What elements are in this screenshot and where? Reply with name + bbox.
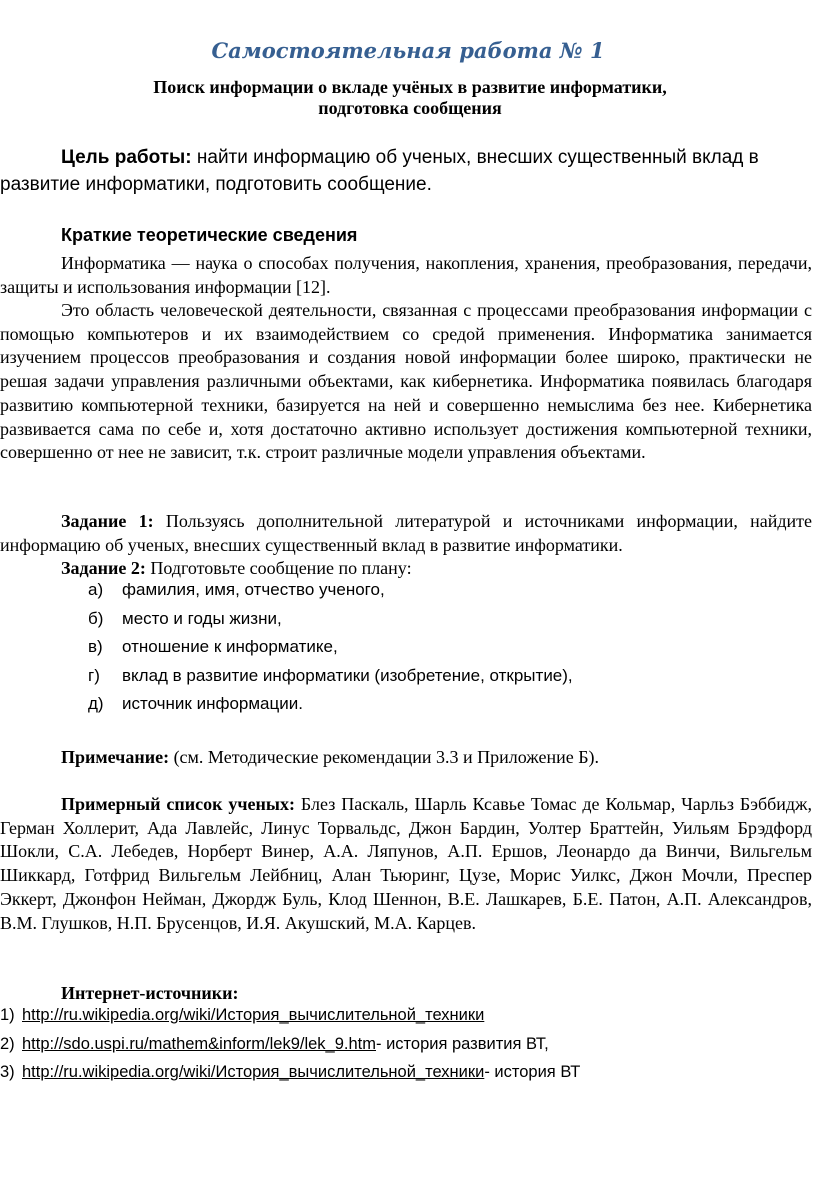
list-item <box>88 666 573 695</box>
page-title: Самостоятельная работа № 1 <box>211 38 605 63</box>
note-text: (см. Методические рекомендации 3.3 и Приложение Б). <box>169 747 600 767</box>
subtitle-line-1: Поиск информации о вкладе учёных в развитие информатики, <box>153 77 667 97</box>
source-number: 3) <box>0 1063 15 1081</box>
source-link[interactable]: http://ru.wikipedia.org/wiki/История_вычислительной_техники <box>22 1063 485 1081</box>
source-link[interactable]: http://sdo.uspi.ru/mathem&inform/lek9/lek_9.htm <box>22 1034 376 1053</box>
source-number: 1) <box>0 1006 15 1024</box>
list-text: место и годы жизни, <box>122 608 282 628</box>
theory-paragraph-2: Это область человеческой деятельности, связанная с процессами преобразования информации с помощью компьютеров и их взаимодействием со средой применения. Информатика занимается изучением процессов преобразования и создания новой информации более широко, практически не решая задачи управления различными объектами, как кибернетика. Информатика появилась благодаря развитию компьютерной техники, базируется на ней и совершенно немыслима без нее. Кибернетика развивается сама по себе и, хотя достаточно активно использует достижения компьютерной техники, совершенно от нее не зависит, т.к. строит различные модели управления объектами. <box>0 300 812 463</box>
sources-list <box>0 1006 580 1092</box>
source-item <box>0 1063 580 1092</box>
list-text: отношение к информатике, <box>122 637 338 656</box>
source-suffix: - история развития ВТ, <box>376 1034 549 1053</box>
list-text: фамилия, имя, отчество ученого, <box>122 580 385 599</box>
task-2-text: Подготовьте сообщение по плану: <box>145 558 412 578</box>
list-marker: б) <box>88 608 104 628</box>
source-item <box>0 1035 580 1064</box>
list-marker: а) <box>88 580 104 599</box>
list-marker: г) <box>88 665 100 685</box>
list-marker: в) <box>88 637 103 656</box>
goal-section <box>0 144 812 198</box>
task-2-label: Задание 2: <box>61 558 146 578</box>
source-suffix: - история ВТ <box>484 1063 581 1081</box>
list-text: источник информации. <box>122 694 303 713</box>
goal-line-1 <box>0 144 812 171</box>
goal-text-2: развитие информатики, подготовить сообщение. <box>0 174 432 195</box>
scientists-text: Блез Паскаль, Шарль Ксавье Томас де Кольмар, Чарльз Бэббидж, Герман Холлерит, Ада Лавлейс, Линус Торвальдс, Джон Бардин, Уолтер Браттейн, Уильям Брэдфорд Шокли, С.А. Лебедев, Норберт Винер, А.А. Ляпунов, А.П. Ершов, Леонардо да Винчи, Вильгельм Шиккард, Готфрид Вильгельм Лейбниц, Алан Тьюринг, Цузе, Морис Уилкс, Джон Мочли, Преспер Эккерт, Джонфон Нейман, Джордж Буль, Клод Шеннон, В.Е. Лашкарев, Б.Е. Патон, А.П. Александров, В.М. Глушков, Н.П. Брусенцов, И.Я. Акушский, М.А. Карцев. <box>0 794 812 933</box>
theory-heading: Краткие теоретические сведения <box>61 225 358 245</box>
list-item <box>88 694 573 723</box>
list-text: вклад в развитие информатики (изобретение, открытие), <box>122 665 573 685</box>
goal-text-1: найти информацию об ученых, внесших существенный вклад в <box>191 147 759 168</box>
source-item <box>0 1006 580 1035</box>
scientists-label: Примерный список ученых: <box>61 794 295 814</box>
list-item <box>88 580 573 609</box>
sources-heading: Интернет-источники: <box>61 983 239 1003</box>
task-1 <box>0 510 812 557</box>
source-link[interactable]: http://ru.wikipedia.org/wiki/История_вычислительной_техники <box>22 1006 485 1024</box>
plan-list <box>88 580 573 723</box>
goal-label: Цель работы: <box>61 147 192 168</box>
list-marker: д) <box>88 694 104 713</box>
list-item <box>88 609 573 638</box>
subtitle <box>60 77 760 119</box>
subtitle-line-2: подготовка сообщения <box>318 98 502 118</box>
note <box>0 746 812 770</box>
theory-paragraph-1: Информатика — наука о способах получения, накопления, хранения, преобразования, передачи, защиты и использования информации [12]. <box>0 253 812 297</box>
list-item <box>88 637 573 666</box>
task-2 <box>0 557 812 581</box>
source-number: 2) <box>0 1034 15 1053</box>
scientists-list <box>0 793 812 935</box>
note-label: Примечание: <box>61 747 170 767</box>
task-1-label: Задание 1: <box>61 511 154 531</box>
task-1-text: Пользуясь дополнительной литературой и источниками информации, найдите информацию об ученых, внесших существенный вклад в развитие информатики. <box>0 511 812 555</box>
